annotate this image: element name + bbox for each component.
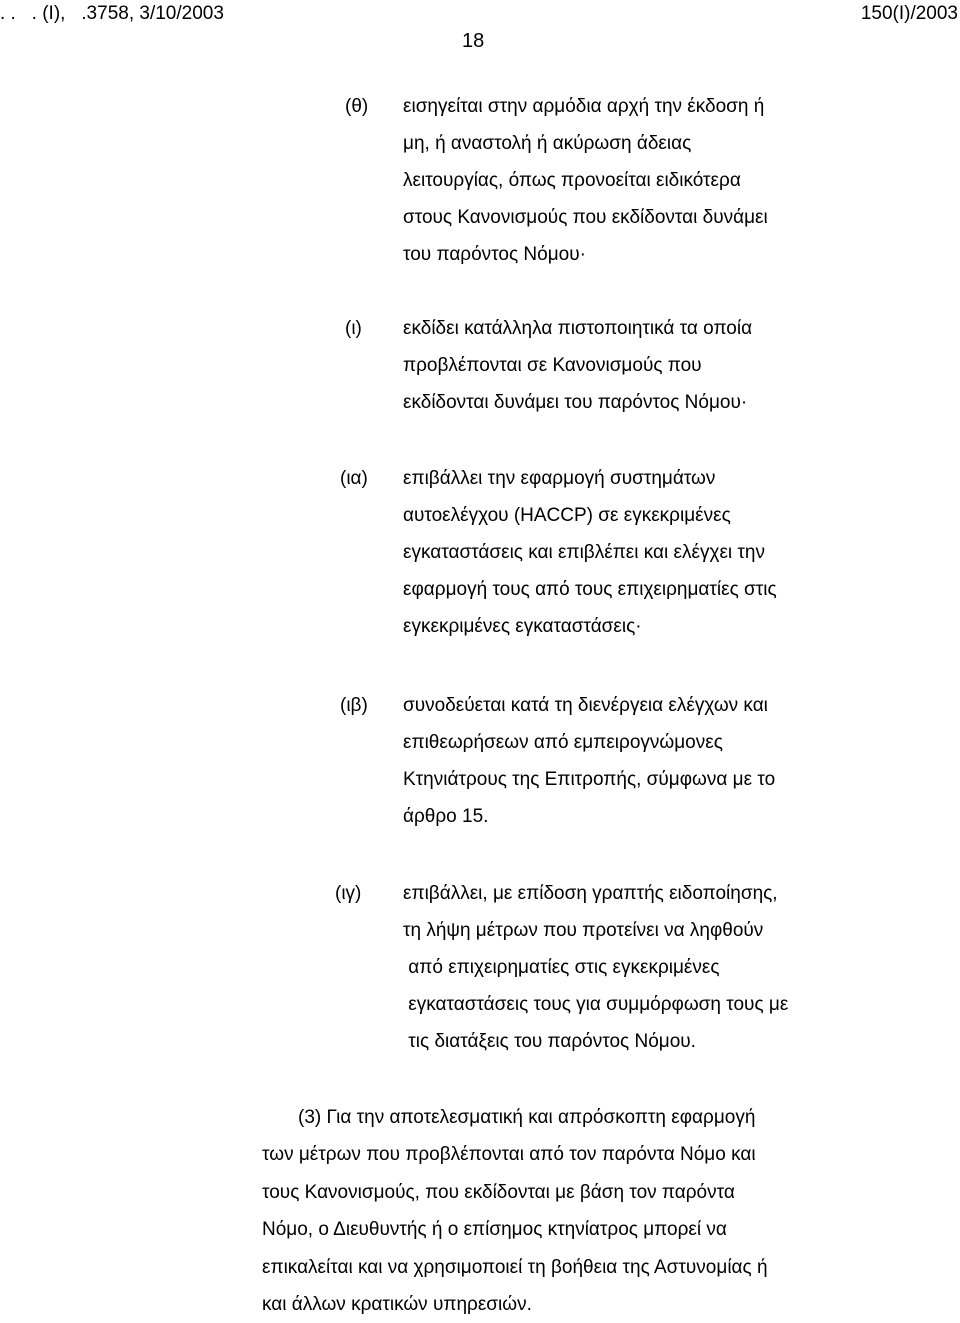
- text-line: επιβάλλει, με επίδοση γραπτής ειδοποίησης,: [403, 883, 778, 904]
- law-number: 150(Ι)/2003: [860, 3, 958, 24]
- clause-text: [403, 460, 923, 645]
- text-line: Κτηνιάτρους της Επιτροπής, σύμφωνα με το: [403, 769, 776, 790]
- text-line: προβλέπονται σε Κανονισμούς που: [403, 355, 702, 376]
- text-line: εφαρμογή τους από τους επιχειρηματίες στις: [403, 579, 777, 600]
- text-line: των μέτρων που προβλέπονται από τον παρόντα Νόμο και: [262, 1144, 756, 1166]
- paragraph-3: [262, 1099, 942, 1323]
- text-line: λειτουργίας, όπως προνοείται ειδικότερα: [403, 170, 741, 191]
- text-line: μη, ή αναστολή ή ακύρωση άδειας: [403, 133, 692, 154]
- text-line: τους Κανονισμούς, που εκδίδονται με βάση τον παρόντα: [262, 1181, 735, 1203]
- text-line: εγκαταστάσεις και επιβλέπει και ελέγχει την: [403, 542, 765, 563]
- clause-label: (θ): [345, 96, 369, 117]
- text-line: (3) Για την αποτελεσματική και απρόσκοπτη εφαρμογή: [298, 1107, 756, 1128]
- text-line: Νόμο, ο Διευθυντής ή ο επίσημος κτηνίατρος μπορεί να: [262, 1219, 727, 1241]
- text-line: τη λήψη μέτρων που προτείνει να ληφθούν: [403, 920, 764, 941]
- text-line: τις διατάξεις του παρόντος Νόμου.: [403, 1031, 696, 1052]
- text-line: επικαλείται και να χρησιμοποιεί τη βοήθεια της Αστυνομίας ή: [262, 1256, 768, 1278]
- text-line: επιθεωρήσεων από εμπειρογνώμονες: [403, 732, 723, 753]
- clause-label: (ι): [345, 318, 362, 339]
- text-line: στους Κανονισμούς που εκδίδονται δυνάμει: [403, 207, 768, 228]
- text-line: από επιχειρηματίες στις εγκεκριμένες: [403, 957, 720, 978]
- document-header-reference: . . . (Ι), .3758, 3/10/2003: [0, 3, 224, 24]
- clause-label: (ιγ): [335, 883, 362, 904]
- text-line: εγκαταστάσεις τους για συμμόρφωση τους με: [403, 994, 789, 1015]
- text-line: εκδίδει κατάλληλα πιστοποιητικά τα οποία: [403, 318, 753, 339]
- clause-text: [403, 88, 923, 273]
- text-line: και άλλων κρατικών υπηρεσιών.: [262, 1294, 532, 1316]
- text-line: συνοδεύεται κατά τη διενέργεια ελέγχων και: [403, 695, 768, 716]
- text-line: άρθρο 15.: [403, 806, 489, 827]
- text-line: εγκεκριμένες εγκαταστάσεις·: [403, 616, 642, 637]
- text-line: του παρόντος Νόμου·: [403, 244, 586, 265]
- page-number: 18: [462, 30, 485, 52]
- clause-text: [403, 687, 923, 835]
- clause-label: (ια): [340, 468, 368, 489]
- text-line: εισηγείται στην αρμόδια αρχή την έκδοση ή: [403, 96, 765, 117]
- clause-text: [403, 310, 923, 421]
- clause-label: (ιβ): [340, 695, 368, 716]
- text-line: αυτοελέγχου (HACCP) σε εγκεκριμένες: [403, 505, 731, 526]
- clause-text: [403, 875, 923, 1060]
- text-line: εκδίδονται δυνάμει του παρόντος Νόμου·: [403, 392, 748, 413]
- text-line: επιβάλλει την εφαρμογή συστημάτων: [403, 468, 716, 489]
